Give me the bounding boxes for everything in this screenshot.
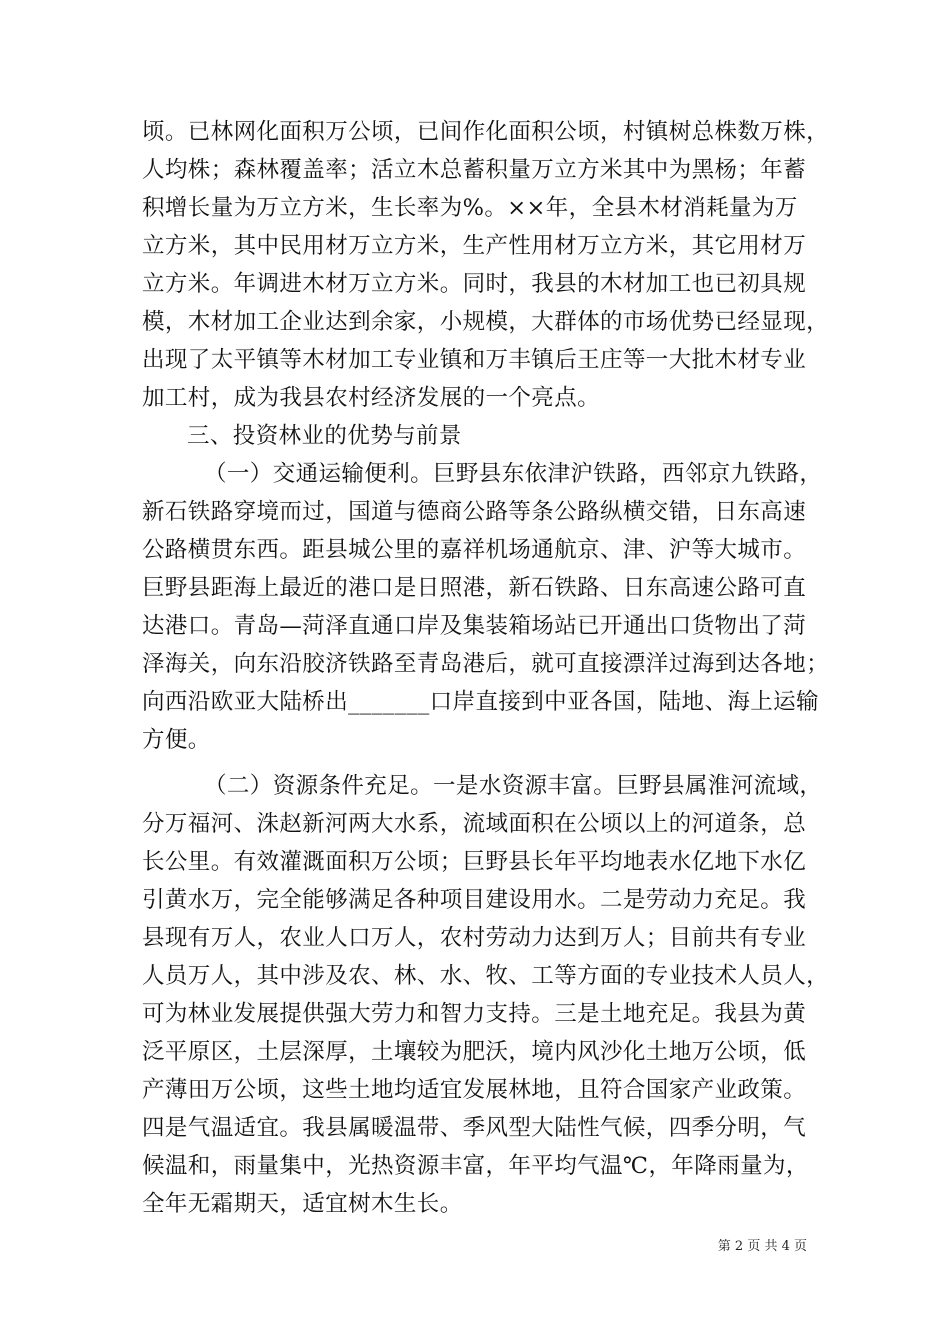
text-line: （二）资源条件充足。一是水资源丰富。巨野县属淮河流域， [204,773,823,799]
text-line: 新石铁路穿境而过，国道与德商公路等条公路纵横交错，日东高速 [142,499,807,525]
text-line: 方便。 [142,727,211,753]
text-line: 模，木材加工企业达到余家，小规模，大群体的市场优势已经显现， [142,309,830,335]
text-line: 可为林业发展提供强大劳力和智力支持。三是土地充足。我县为黄 [142,1001,807,1027]
paragraph-gap [142,759,812,767]
text-line: 四是气温适宜。我县属暖温带、季风型大陆性气候，四季分明，气 [142,1115,807,1141]
text-line: 引黄水万，完全能够满足各种项目建设用水。二是劳动力充足。我 [142,887,807,913]
text-line: 人员万人，其中涉及农、林、水、牧、工等方面的专业技术人员人， [142,963,830,989]
text-line: 长公里。有效灌溉面积万公顷；巨野县长年平均地表水亿地下水亿 [142,849,807,875]
text-line: 分万福河、洙赵新河两大水系，流域面积在公顷以上的河道条，总 [142,811,807,837]
text-line: 立方米。年调进木材万立方米。同时，我县的木材加工也已初具规 [142,271,807,297]
paragraph-forestry-status [142,113,830,417]
paragraph-resources [142,767,830,1223]
text-line: 人均株；森林覆盖率；活立木总蓄积量万立方米其中为黑杨；年蓄 [142,157,807,183]
text-line: 达港口。青岛—菏泽直通口岸及集装箱场站已开通出口货物出了菏 [142,613,807,639]
document-body [142,113,830,1223]
text-line: 出现了太平镇等木材加工专业镇和万丰镇后王庄等一大批木材专业 [142,347,807,373]
text-line: 加工村，成为我县农村经济发展的一个亮点。 [142,385,601,411]
text-line: 候温和，雨量集中，光热资源丰富，年平均气温℃，年降雨量为， [142,1153,809,1179]
text-line: 泛平原区，土层深厚，土壤较为肥沃，境内风沙化土地万公顷，低 [142,1039,807,1065]
text-line: 县现有万人，农业人口万人，农村劳动力达到万人；目前共有专业 [142,925,807,951]
text-line: 立方米，其中民用材万立方米，生产性用材万立方米，其它用材万 [142,233,807,259]
paragraph-transport [142,455,830,759]
text-line: 向西沿欧亚大陆桥出_______口岸直接到中亚各国，陆地、海上运输 [142,689,819,715]
text-line: 泽海关，向东沿胶济铁路至青岛港后，就可直接漂洋过海到达各地； [142,651,830,677]
text-line: 产薄田万公顷，这些土地均适宜发展林地，且符合国家产业政策。 [142,1077,807,1103]
section-heading: 三、投资林业的优势与前景 [187,423,462,449]
text-line: 积增长量为万立方米，生长率为%。××年，全县木材消耗量为万 [142,195,798,221]
text-line: （一）交通运输便利。巨野县东依津沪铁路，西邻京九铁路， [204,461,823,487]
text-line: 顷。已林网化面积万公顷，已间作化面积公顷，村镇树总株数万株， [142,119,830,145]
text-line: 公路横贯东西。距县城公里的嘉祥机场通航京、津、沪等大城市。 [142,537,807,563]
text-line: 巨野县距海上最近的港口是日照港，新石铁路、日东高速公路可直 [142,575,807,601]
page-number: 第 2 页 共 4 页 [717,1239,807,1254]
text-line: 全年无霜期天，适宜树木生长。 [142,1191,463,1217]
